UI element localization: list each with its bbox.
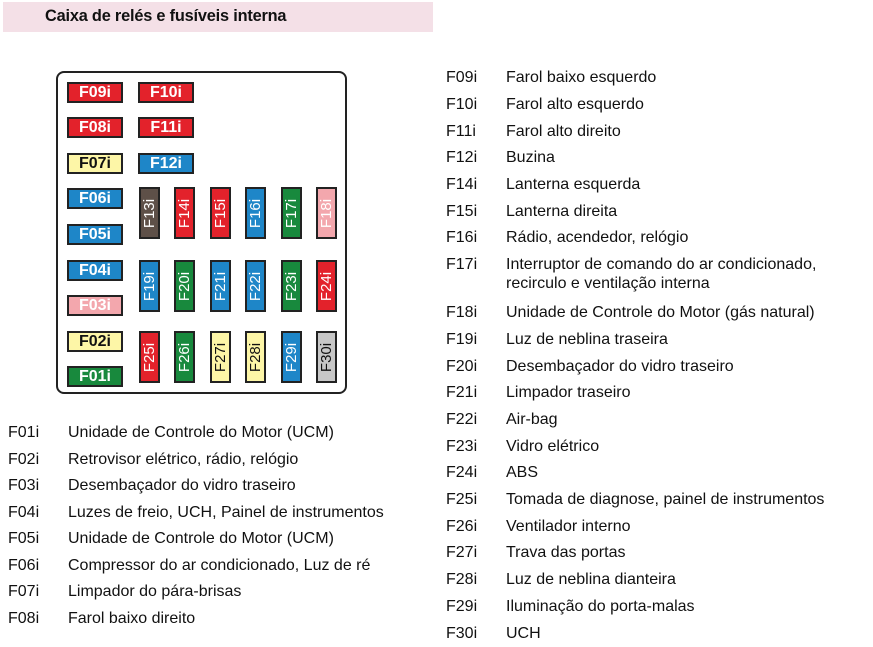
fuse-label: F20i	[176, 271, 193, 301]
fuse-f27i	[210, 331, 231, 383]
fuse-label: F12i	[149, 154, 182, 172]
fuse-label: F18i	[318, 198, 335, 228]
fuse-label: F01i	[78, 367, 111, 385]
legend-description: Unidade de Controle do Motor (gás natural)	[506, 304, 815, 321]
fuse-f13i	[139, 187, 160, 239]
legend-code: F04i	[8, 504, 40, 521]
page-title: Caixa de relés e fusíveis interna	[45, 6, 287, 25]
fuse-label: F07i	[78, 154, 111, 172]
legend-description: ABS	[506, 464, 539, 481]
legend-description: Desembaçador do vidro traseiro	[68, 477, 296, 494]
legend-description: Limpador do pára-brisas	[68, 583, 242, 600]
fuse-f15i	[210, 187, 231, 239]
fuse-label: F15i	[212, 198, 229, 228]
fuse-label: F26i	[176, 342, 193, 372]
fuse-f23i	[281, 260, 302, 312]
legend-code: F02i	[8, 451, 40, 468]
fuse-f01i	[67, 366, 123, 387]
legend-code: F24i	[446, 464, 478, 481]
fuse-label: F04i	[78, 261, 111, 279]
legend-description: Retrovisor elétrico, rádio, relógio	[68, 451, 299, 468]
legend-code: F06i	[8, 557, 40, 574]
fuse-label: F22i	[247, 271, 264, 301]
legend-code: F05i	[8, 530, 40, 547]
fuse-label: F11i	[150, 118, 182, 136]
fuse-label: F27i	[212, 342, 229, 372]
legend-code: F14i	[446, 176, 478, 193]
legend-description: Air-bag	[506, 411, 558, 428]
fuse-label: F05i	[78, 225, 111, 243]
legend-code: F23i	[446, 438, 478, 455]
fuse-f08i	[67, 117, 123, 138]
legend-description: Farol alto esquerdo	[506, 96, 644, 113]
legend-code: F09i	[446, 69, 478, 86]
legend-code: F20i	[446, 358, 478, 375]
fuse-f10i	[138, 82, 194, 103]
legend-description: Buzina	[506, 149, 555, 166]
fuse-f24i	[316, 260, 337, 312]
legend-description: Compressor do ar condicionado, Luz de ré	[68, 557, 371, 574]
fuse-f05i	[67, 224, 123, 245]
fuse-f09i	[67, 82, 123, 103]
legend-description: Ventilador interno	[506, 518, 631, 535]
fuse-f02i	[67, 331, 123, 352]
legend-code: F30i	[446, 625, 478, 642]
legend-description: Rádio, acendedor, relógio	[506, 229, 689, 246]
legend-description: Lanterna direita	[506, 203, 618, 220]
legend-code: F19i	[446, 331, 478, 348]
fuse-f16i	[245, 187, 266, 239]
legend-code: F08i	[8, 610, 40, 627]
fuse-label: F23i	[283, 271, 300, 301]
legend-description: Farol baixo esquerdo	[506, 69, 657, 86]
legend-code: F26i	[446, 518, 478, 535]
legend-code: F22i	[446, 411, 478, 428]
fuse-f12i	[138, 153, 194, 174]
title-bar	[3, 2, 433, 32]
fuse-f19i	[139, 260, 160, 312]
legend-code: F17i	[446, 256, 478, 273]
legend-description: Vidro elétrico	[506, 438, 600, 455]
legend-code: F21i	[446, 384, 478, 401]
legend-description: Farol baixo direito	[68, 610, 196, 627]
legend-code: F12i	[446, 149, 478, 166]
fuse-label: F02i	[78, 332, 111, 350]
fuse-f04i	[67, 260, 123, 281]
fuse-label: F10i	[149, 83, 182, 101]
legend-code: F01i	[8, 424, 40, 441]
legend-description: Luz de neblina traseira	[506, 331, 668, 348]
fuse-label: F24i	[318, 271, 335, 301]
fuse-label: F16i	[247, 198, 264, 228]
fuse-label: F21i	[212, 271, 229, 301]
fuse-f11i	[138, 117, 194, 138]
fuse-label: F30i	[318, 342, 335, 372]
fuse-f06i	[67, 188, 123, 209]
legend-code: F27i	[446, 544, 478, 561]
fuse-label: F03i	[78, 296, 111, 314]
legend-code: F11i	[446, 123, 476, 140]
fuse-f30i	[316, 331, 337, 383]
legend-code: F10i	[446, 96, 478, 113]
legend-description: Interruptor de comando do ar condicionado, recirculo e ventilação interna	[506, 256, 817, 292]
fuse-label: F28i	[247, 342, 264, 372]
legend-code: F25i	[446, 491, 478, 508]
fuse-label: F19i	[141, 271, 158, 301]
fuse-f26i	[174, 331, 195, 383]
legend-description: Unidade de Controle do Motor (UCM)	[68, 424, 334, 441]
fuse-label: F14i	[176, 198, 193, 228]
legend-code: F15i	[446, 203, 478, 220]
fuse-label: F09i	[78, 83, 111, 101]
fuse-f29i	[281, 331, 302, 383]
legend-code: F29i	[446, 598, 478, 615]
fuse-label: F17i	[283, 198, 300, 228]
fuse-label: F06i	[78, 189, 111, 207]
fuse-f28i	[245, 331, 266, 383]
fuse-label: F25i	[141, 342, 158, 372]
legend-code: F18i	[446, 304, 478, 321]
fuse-f17i	[281, 187, 302, 239]
fuse-f03i	[67, 295, 123, 316]
fuse-label: F29i	[283, 342, 300, 372]
legend-description: Lanterna esquerda	[506, 176, 641, 193]
legend-code: F16i	[446, 229, 478, 246]
fuse-f14i	[174, 187, 195, 239]
legend-description: Unidade de Controle do Motor (UCM)	[68, 530, 334, 547]
legend-description: Iluminação do porta-malas	[506, 598, 695, 615]
legend-description: Desembaçador do vidro traseiro	[506, 358, 734, 375]
legend-description: Tomada de diagnose, painel de instrumentos	[506, 491, 825, 508]
legend-description: Luz de neblina dianteira	[506, 571, 676, 588]
legend-code: F03i	[8, 477, 40, 494]
legend-description: Farol alto direito	[506, 123, 621, 140]
legend-description: UCH	[506, 625, 541, 642]
fuse-label: F08i	[78, 118, 111, 136]
legend-description: Trava das portas	[506, 544, 626, 561]
legend-code: F28i	[446, 571, 478, 588]
fuse-f22i	[245, 260, 266, 312]
fuse-f21i	[210, 260, 231, 312]
legend-description: Limpador traseiro	[506, 384, 631, 401]
fuse-f20i	[174, 260, 195, 312]
fuse-label: F13i	[141, 198, 158, 228]
fuse-f25i	[139, 331, 160, 383]
fuse-f07i	[67, 153, 123, 174]
legend-description: Luzes de freio, UCH, Painel de instrumentos	[68, 504, 384, 521]
legend-code: F07i	[8, 583, 40, 600]
fuse-f18i	[316, 187, 337, 239]
